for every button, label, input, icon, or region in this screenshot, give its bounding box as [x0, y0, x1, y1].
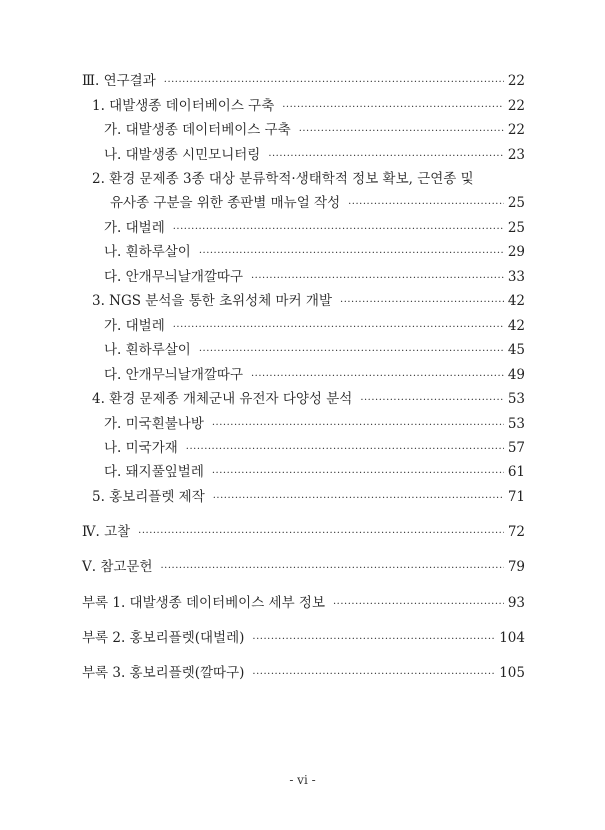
- toc-leader-dots: [186, 441, 504, 459]
- toc-entry-3-1: [92, 97, 525, 117]
- toc-entry-label: 다. 안개무늬날개깔따구: [104, 269, 243, 285]
- toc-entry-page: 57: [507, 440, 525, 456]
- toc-entry-3-2-ga: [104, 219, 525, 239]
- toc-leader-dots: [252, 631, 495, 649]
- toc-entry-label: 다. 안개무늬날개깔따구: [104, 367, 243, 383]
- toc-entry-3-4: [92, 390, 525, 410]
- toc-entry-label: 나. 흰하루살이: [104, 342, 191, 358]
- toc-entry-page: 49: [507, 367, 525, 383]
- toc-entry-label: 5. 홍보리플렛 제작: [92, 489, 205, 505]
- toc-entry-page: 79: [507, 559, 525, 575]
- toc-entry-page: 23: [507, 147, 525, 163]
- toc-entry-3-4-da: [104, 463, 525, 483]
- toc-leader-dots: [251, 270, 504, 288]
- toc-entry-page: 22: [507, 122, 525, 138]
- toc-entry-page: 71: [507, 489, 525, 505]
- toc-leader-dots: [252, 666, 495, 684]
- toc-entry-page: 22: [507, 98, 525, 114]
- toc-entry-label: 1. 대발생종 데이터베이스 구축: [92, 98, 275, 114]
- toc-entry-3-5: [92, 488, 525, 508]
- toc-leader-dots: [138, 525, 504, 543]
- toc-entry-appendix-2: [82, 629, 525, 649]
- toc-entry-3-2-na: [104, 243, 525, 263]
- toc-entry-page: 25: [507, 195, 525, 211]
- toc-entry-page: 45: [507, 342, 525, 358]
- page-number: - vi -: [289, 773, 316, 787]
- toc-entry-page: 93: [507, 595, 525, 611]
- toc-leader-dots: [348, 196, 504, 214]
- toc-entry-3-3-da: [104, 366, 525, 386]
- toc-entry-label: 나. 흰하루살이: [104, 244, 191, 260]
- toc-leader-dots: [213, 490, 504, 508]
- toc-entry-page: 42: [507, 318, 525, 334]
- toc-leader-dots: [173, 221, 504, 239]
- toc-leader-dots: [199, 245, 504, 263]
- toc-entry-3-3-na: [104, 341, 525, 361]
- toc-leader-dots: [212, 465, 504, 483]
- toc-entry-3-4-ga: [104, 415, 525, 435]
- toc-entry-label: 가. 대벌레: [104, 318, 165, 334]
- toc-entry-label: 나. 미국가재: [104, 440, 178, 456]
- toc-leader-dots: [212, 417, 504, 435]
- toc-entry-3-3-ga: [104, 317, 525, 337]
- toc-leader-dots: [199, 343, 504, 361]
- toc-entry-3-1-ga: [104, 121, 525, 141]
- toc-entry-page: 72: [507, 524, 525, 540]
- toc-leader-dots: [161, 560, 504, 578]
- toc-entry-page: 25: [507, 220, 525, 236]
- toc-entry-page: 42: [507, 293, 525, 309]
- toc-entry-label: 가. 대벌레: [104, 220, 165, 236]
- toc-entry-3-3: [92, 292, 525, 312]
- toc-entry-section-3: [82, 72, 525, 92]
- toc-entry-page: 33: [507, 269, 525, 285]
- toc-leader-dots: [299, 123, 504, 141]
- toc-entry-label: 2. 환경 문제종 3종 대상 분류학적·생태학적 정보 확보, 근연종 및: [92, 171, 474, 187]
- toc-leader-dots: [340, 294, 504, 312]
- toc-entry-3-2-da: [104, 268, 525, 288]
- toc-entry-label: 다. 돼지풀잎벌레: [104, 464, 204, 480]
- toc-entry-label: Ⅲ. 연구결과: [82, 73, 156, 89]
- toc-entry-label: 4. 환경 문제종 개체군내 유전자 다양성 분석: [92, 391, 353, 407]
- toc-leader-dots: [360, 392, 503, 410]
- toc-entry-page: 61: [507, 464, 525, 480]
- toc-entry-label: 부록 3. 홍보리플렛(깔따구): [82, 665, 245, 681]
- toc-entry-3-4-na: [104, 439, 525, 459]
- toc-entry-page: 53: [507, 391, 525, 407]
- toc-entry-section-4: [82, 523, 525, 543]
- toc-entry-3-1-na: [104, 146, 525, 166]
- toc-entry-3-2-first-line: [92, 170, 525, 188]
- toc-entry-page: 29: [507, 244, 525, 260]
- toc-entry-label-continued: 유사종 구분을 위한 종판별 매뉴얼 작성: [110, 195, 341, 211]
- toc-leader-dots: [268, 148, 503, 166]
- toc-entry-label: 부록 2. 홍보리플렛(대벌레): [82, 630, 245, 646]
- toc-entry-appendix-3: [82, 664, 525, 684]
- toc-leader-dots: [333, 596, 504, 614]
- toc-entry-page: 104: [499, 630, 525, 646]
- toc-entry-section-5: [82, 558, 525, 578]
- toc-leader-dots: [282, 99, 504, 117]
- toc-leader-dots: [173, 319, 504, 337]
- toc-entry-page: 53: [507, 416, 525, 432]
- toc-leader-dots: [251, 368, 504, 386]
- toc-entry-label: 3. NGS 분석을 통한 초위성체 마커 개발: [92, 293, 333, 309]
- toc-entry-label: 부록 1. 대발생종 데이터베이스 세부 정보: [82, 595, 325, 611]
- toc-entry-appendix-1: [82, 594, 525, 614]
- toc-entry-label: 가. 대발생종 데이터베이스 구축: [104, 122, 291, 138]
- toc-entry-label: Ⅴ. 참고문헌: [82, 559, 153, 575]
- toc-entry-page: 105: [499, 665, 525, 681]
- toc-entry-label: 가. 미국흰불나방: [104, 416, 204, 432]
- toc-entry-label: Ⅳ. 고찰: [82, 524, 131, 540]
- toc-entry-page: 22: [507, 73, 525, 89]
- toc-entry-3-2: [110, 194, 525, 214]
- toc-entry-label: 나. 대발생종 시민모니터링: [104, 147, 261, 163]
- toc-leader-dots: [164, 74, 504, 92]
